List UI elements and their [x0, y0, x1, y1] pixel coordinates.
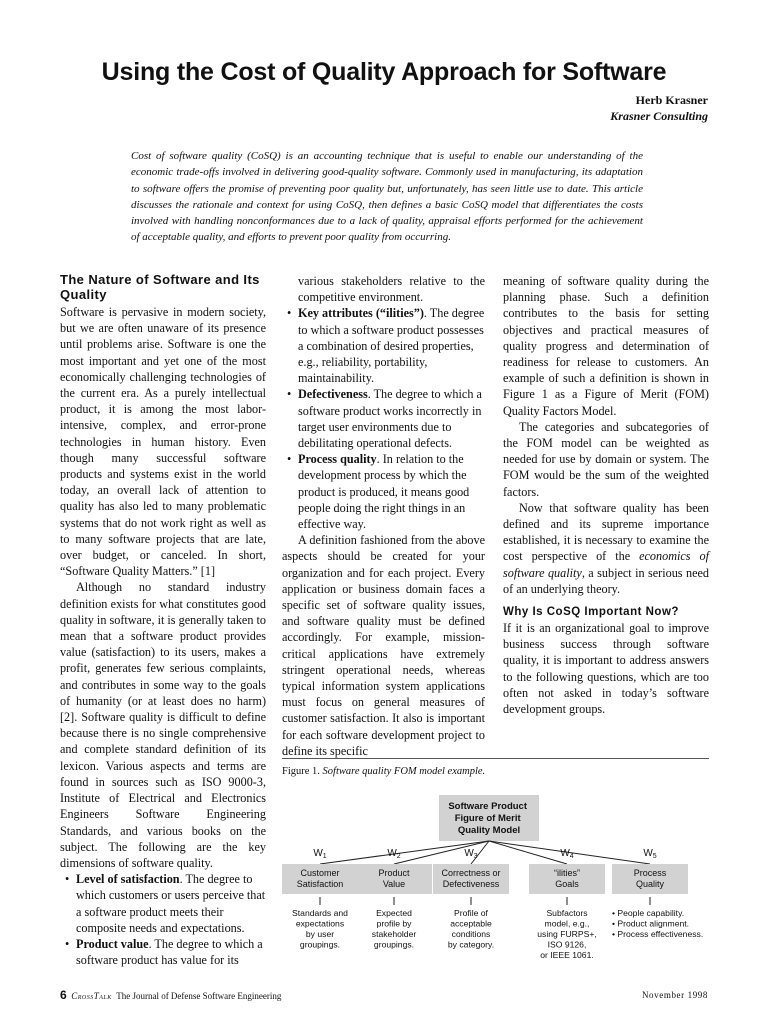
column-3: [503, 273, 709, 717]
factor-detail: [537, 908, 596, 960]
factor-node: [356, 848, 432, 950]
weight-label: [643, 848, 656, 860]
weight-subscript: 2: [396, 853, 401, 860]
factor-line: Customer: [300, 868, 340, 878]
paragraph: meaning of software quality during the planning phase. Such a definition contributes to the basis for setting objectives and practical measures of quality progress and determination of readiness for release to customers. An example of such a definition is shown in Figure 1 as a Figure of Merit (FOM) Quality Factors Model.: [503, 274, 709, 418]
detail-line: by category.: [447, 939, 495, 950]
detail-line: groupings.: [373, 939, 415, 950]
article-title: Using the Cost of Quality Approach for Software: [101, 58, 667, 86]
factor-node: [529, 848, 605, 960]
term: Level of satisfaction: [76, 872, 180, 887]
factor-detail: [292, 908, 348, 950]
text: , a subject in serious need of an underlying theory.: [503, 565, 709, 596]
footer-left: [60, 988, 281, 1002]
factor-detail: [448, 908, 494, 950]
factor-detail: [372, 908, 417, 950]
column-2: [282, 273, 485, 759]
weight-subscript: 1: [322, 853, 327, 860]
detail-line: Profile of: [454, 908, 488, 918]
weight-label: [313, 848, 326, 860]
term: Key attributes (“ilities”): [298, 306, 424, 321]
detail-line: Standards and: [292, 908, 348, 918]
weight-label: [387, 848, 400, 860]
definition: . The degree to which a software product works incorrectly in target user environments due to debilitating operational defects.: [298, 387, 482, 451]
detail-line: ISO 9126,: [547, 939, 587, 950]
weight-label: [560, 848, 573, 860]
factor-line: Goals: [555, 879, 579, 889]
list-item-continuation: various stakeholders relative to the competitive environment.: [298, 274, 485, 305]
factor-label: [634, 868, 667, 889]
factor-line: Value: [382, 879, 406, 889]
paragraph: A definition fashioned from the above aspects should be created for your organization and for each project. Every application or business domain faces a specific set of software quality issues, and software quality must be defined accordingly. For example, mission-critical applications have extremely stringent operational needs, whereas typical information system applications must focus on general measures of customer satisfaction. It also is important for each software development project to define its specific: [282, 533, 485, 758]
weight-subscript: 4: [569, 853, 574, 860]
root-line: Software Product: [448, 801, 528, 812]
factor-detail: [612, 908, 703, 939]
factor-line: Correctness or: [441, 868, 501, 878]
list-item: [298, 305, 485, 386]
abstract: Cost of software quality (CoSQ) is an accounting technique that is useful to enable our understanding of the economic trade-offs involved in delivering good-quality software. Commonly used in manufacturing, its adaptation to software offers the promise of preventing poor quality but, unfortunately, has seen little use to date. This article discusses the rationale and context for using CoSQ, then defines a basic CoSQ model that differentiates the costs involved with handling nonconformances due to a lack of quality, appraisal efforts performed for the achievement of acceptable quality, and efforts to prevent poor quality from occurring.: [131, 150, 643, 244]
journal-name: The Journal of Defense Software Engineering: [116, 991, 282, 1001]
definition: . In relation to the development process by which the product is produced, it means good people doing the right things in an effective way.: [298, 452, 470, 532]
weight-letter: W: [643, 848, 653, 859]
list-item: [298, 386, 485, 451]
detail-line: • People capability.: [612, 908, 685, 918]
detail-line: conditions: [451, 929, 491, 939]
factor-line: Defectiveness: [442, 879, 500, 889]
caption-title: Software quality FOM model example.: [322, 766, 486, 777]
section-heading-why-cosq: Why Is CoSQ Important Now?: [503, 606, 679, 619]
root-line: Quality Model: [457, 825, 521, 836]
factor-nodes: [282, 848, 703, 960]
term: Product value: [76, 936, 149, 951]
list-item: [76, 871, 266, 936]
definition: . The degree to which a software product possesses a combination of desired properties, e.g., reliability, portability, maintainability.: [298, 306, 485, 386]
weight-subscript: 5: [652, 853, 657, 860]
byline: [610, 92, 708, 124]
factor-line: Process: [633, 868, 667, 878]
detail-line: groupings.: [299, 939, 341, 950]
paragraph: If it is an organizational goal to improve business success through software quality, it is important to address answers to the following questions, which are too often not asked in today’s software development groups.: [503, 621, 709, 717]
emphasis: economics of software quality: [503, 549, 709, 580]
paragraph: [503, 500, 709, 597]
detail-line: • Product alignment.: [612, 918, 690, 929]
detail-line: Expected: [376, 908, 412, 918]
factor-node: [612, 848, 703, 939]
factor-line: Product: [378, 868, 410, 878]
connectors: [320, 841, 650, 864]
list-item: [298, 451, 485, 532]
factor-line: Quality: [635, 879, 665, 889]
detail-line: Subfactors: [546, 908, 588, 918]
figure-divider: [282, 758, 709, 759]
weight-letter: W: [387, 848, 397, 859]
root-label: [448, 801, 529, 836]
term: Process quality: [298, 452, 377, 467]
root-line: Figure of Merit: [454, 813, 521, 824]
magazine-name: CrossTalk: [71, 991, 112, 1001]
weight-label: [464, 848, 477, 860]
detail-line: expectations: [295, 918, 345, 929]
factor-label: [441, 868, 500, 889]
factor-label: [297, 868, 344, 889]
author-affiliation: Krasner Consulting: [610, 109, 708, 123]
caption-prefix: Figure 1.: [282, 766, 323, 777]
definition: . The degree to which customers or users perceive that a software product meets their composite needs and expectations.: [76, 872, 266, 935]
quality-dimensions-list-cont: [282, 305, 485, 532]
paragraph: Although no standard industry definition exists for what constitutes good quality in software, it is generally taken to mean that a software product provides value (satisfaction) to its users, makes a profit, generates few serious complaints, and contributes in some way to the goals of humanity (or at least does no harm) [2]. Software quality is difficult to define because there is no single comprehensive and complete standard definition of its lexicon. Various aspects and terms are found in sources such as ISO 9000-3, Institute of Electrical and Electronics Engineers Software Engineering Standards, and various books on the subject. The following are the key dimensions of software quality.: [60, 580, 266, 870]
weight-letter: W: [313, 848, 323, 859]
factor-node: [282, 848, 358, 950]
detail-line: model, e.g.,: [544, 918, 590, 929]
detail-line: or IEEE 1061.: [540, 950, 594, 960]
list-item: [76, 936, 266, 968]
factor-line: “ilities”: [554, 868, 580, 878]
text: Now that software quality has been defined and its supreme importance established, it is necessary to examine the cost perspective of the: [503, 500, 709, 564]
branch-line: [489, 841, 567, 864]
detail-line: profile by: [376, 918, 412, 929]
weight-letter: W: [464, 848, 474, 859]
figure-caption: [282, 766, 485, 777]
weight-letter: W: [560, 848, 570, 859]
column-1: [60, 272, 266, 968]
factor-line: Satisfaction: [296, 879, 344, 889]
paragraph: The categories and subcategories of the FOM model can be weighted as needed for use by domain or system. The FOM would be the sum of the weighted factors.: [503, 419, 709, 499]
author-name: Herb Krasner: [635, 93, 708, 107]
factor-label: [554, 868, 580, 889]
issue-date: November 1998: [641, 990, 708, 1000]
weight-subscript: 3: [473, 853, 478, 860]
detail-line: acceptable: [450, 918, 492, 929]
fom-diagram: [282, 792, 712, 968]
quality-dimensions-list: [60, 871, 266, 968]
section-heading-nature: The Nature of Software and Its Quality: [60, 272, 260, 302]
detail-line: using FURPS+,: [537, 929, 597, 939]
term: Defectiveness: [298, 387, 368, 402]
detail-line: • Process effectiveness.: [612, 929, 704, 939]
detail-line: stakeholder: [371, 929, 417, 939]
definition: . The degree to which a software product has value for its: [76, 936, 263, 968]
page-number: 6: [60, 988, 67, 1002]
paragraph: Software is pervasive in modern society, but we are often unaware of its presence until problems arise. Software is one the most important and yet one of the most economically challenging technologies of the current era. As a purely intellectual product, it is among the most labor-intensive, complex, and error-prone technologies in human history. Even though many successful software products and systems exist in the world today, an overall lack of attention to quality has also led to many problematic systems that do not work right as well as to many software projects that are late, over budget, or canceled. In short, “Software Quality Matters.” [1]: [60, 305, 266, 579]
detail-line: by user: [305, 929, 335, 939]
